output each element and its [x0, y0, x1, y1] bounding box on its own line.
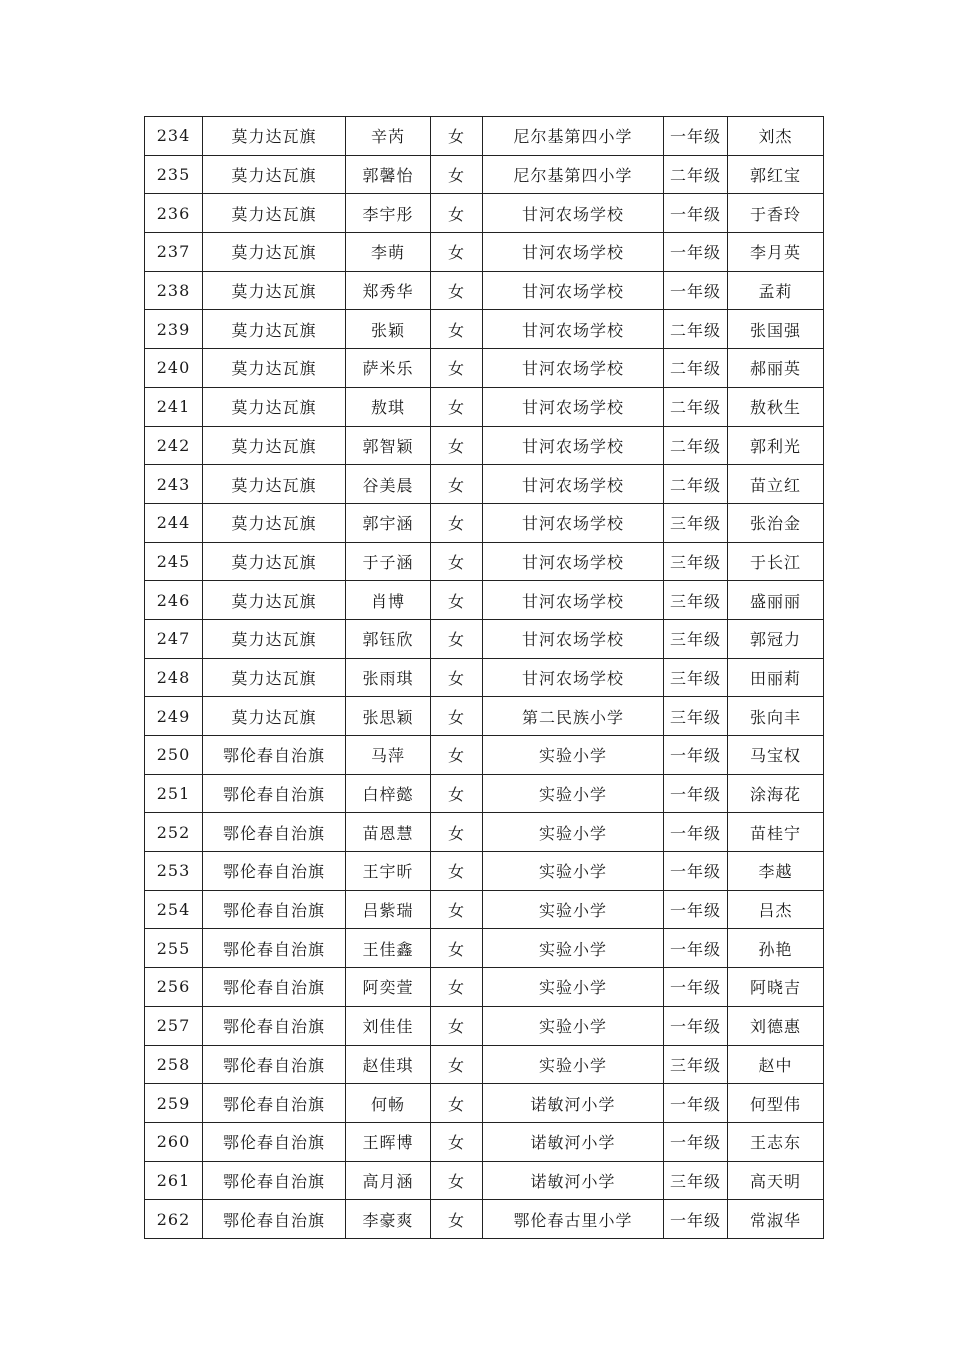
grade-cell: 一年级: [664, 852, 728, 891]
school-cell: 实验小学: [483, 1045, 664, 1084]
region-cell: 莫力达瓦旗: [203, 155, 346, 194]
table-row: [145, 233, 824, 272]
gender-cell: 女: [431, 465, 483, 504]
school-cell: 诺敏河小学: [483, 1161, 664, 1200]
teacher-cell: 孙艳: [728, 929, 824, 968]
row-number-cell: 244: [145, 503, 203, 542]
grade-cell: 一年级: [664, 1006, 728, 1045]
region-cell: 鄂伦春自治旗: [203, 929, 346, 968]
grade-cell: 一年级: [664, 890, 728, 929]
gender-cell: 女: [431, 736, 483, 775]
gender-cell: 女: [431, 310, 483, 349]
region-cell: 鄂伦春自治旗: [203, 813, 346, 852]
student-name-cell: 赵佳琪: [346, 1045, 431, 1084]
student-name-cell: 郭馨怡: [346, 155, 431, 194]
teacher-cell: 郝丽英: [728, 349, 824, 388]
school-cell: 甘河农场学校: [483, 349, 664, 388]
region-cell: 鄂伦春自治旗: [203, 968, 346, 1007]
region-cell: 鄂伦春自治旗: [203, 890, 346, 929]
student-name-cell: 高月涵: [346, 1161, 431, 1200]
grade-cell: 一年级: [664, 194, 728, 233]
row-number-cell: 260: [145, 1122, 203, 1161]
grade-cell: 三年级: [664, 1161, 728, 1200]
region-cell: 莫力达瓦旗: [203, 619, 346, 658]
grade-cell: 一年级: [664, 117, 728, 156]
gender-cell: 女: [431, 155, 483, 194]
grade-cell: 三年级: [664, 542, 728, 581]
row-number-cell: 258: [145, 1045, 203, 1084]
school-cell: 实验小学: [483, 736, 664, 775]
teacher-cell: 郭红宝: [728, 155, 824, 194]
region-cell: 鄂伦春自治旗: [203, 774, 346, 813]
grade-cell: 一年级: [664, 813, 728, 852]
student-name-cell: 张思颖: [346, 697, 431, 736]
teacher-cell: 吕杰: [728, 890, 824, 929]
grade-cell: 三年级: [664, 658, 728, 697]
row-number-cell: 257: [145, 1006, 203, 1045]
gender-cell: 女: [431, 852, 483, 891]
student-name-cell: 于子涵: [346, 542, 431, 581]
table-row: [145, 465, 824, 504]
grade-cell: 三年级: [664, 1045, 728, 1084]
row-number-cell: 243: [145, 465, 203, 504]
teacher-cell: 高天明: [728, 1161, 824, 1200]
table-row: [145, 1161, 824, 1200]
school-cell: 实验小学: [483, 813, 664, 852]
teacher-cell: 于长江: [728, 542, 824, 581]
table-row: [145, 774, 824, 813]
region-cell: 莫力达瓦旗: [203, 194, 346, 233]
gender-cell: 女: [431, 426, 483, 465]
table-row: [145, 852, 824, 891]
student-name-cell: 李萌: [346, 233, 431, 272]
student-name-cell: 郭钰欣: [346, 619, 431, 658]
table-row: [145, 813, 824, 852]
region-cell: 莫力达瓦旗: [203, 581, 346, 620]
student-name-cell: 阿奕萱: [346, 968, 431, 1007]
region-cell: 鄂伦春自治旗: [203, 736, 346, 775]
region-cell: 莫力达瓦旗: [203, 542, 346, 581]
school-cell: 实验小学: [483, 774, 664, 813]
teacher-cell: 涂海花: [728, 774, 824, 813]
row-number-cell: 240: [145, 349, 203, 388]
table-row: [145, 1006, 824, 1045]
row-number-cell: 250: [145, 736, 203, 775]
teacher-cell: 阿晓吉: [728, 968, 824, 1007]
gender-cell: 女: [431, 1200, 483, 1239]
teacher-cell: 李越: [728, 852, 824, 891]
row-number-cell: 261: [145, 1161, 203, 1200]
student-name-cell: 李宇彤: [346, 194, 431, 233]
region-cell: 莫力达瓦旗: [203, 233, 346, 272]
row-number-cell: 252: [145, 813, 203, 852]
gender-cell: 女: [431, 890, 483, 929]
teacher-cell: 李月英: [728, 233, 824, 272]
school-cell: 鄂伦春古里小学: [483, 1200, 664, 1239]
table-row: [145, 155, 824, 194]
student-name-cell: 白梓懿: [346, 774, 431, 813]
school-cell: 甘河农场学校: [483, 271, 664, 310]
grade-cell: 二年级: [664, 155, 728, 194]
student-name-cell: 王佳鑫: [346, 929, 431, 968]
row-number-cell: 241: [145, 387, 203, 426]
table-row: [145, 310, 824, 349]
student-name-cell: 吕紫瑞: [346, 890, 431, 929]
teacher-cell: 郭冠力: [728, 619, 824, 658]
school-cell: 实验小学: [483, 852, 664, 891]
student-name-cell: 王晖博: [346, 1122, 431, 1161]
grade-cell: 一年级: [664, 774, 728, 813]
gender-cell: 女: [431, 619, 483, 658]
table-row: [145, 581, 824, 620]
gender-cell: 女: [431, 1006, 483, 1045]
grade-cell: 一年级: [664, 233, 728, 272]
row-number-cell: 251: [145, 774, 203, 813]
student-name-cell: 辛芮: [346, 117, 431, 156]
region-cell: 莫力达瓦旗: [203, 271, 346, 310]
table-row: [145, 271, 824, 310]
row-number-cell: 249: [145, 697, 203, 736]
row-number-cell: 253: [145, 852, 203, 891]
region-cell: 鄂伦春自治旗: [203, 852, 346, 891]
teacher-cell: 田丽莉: [728, 658, 824, 697]
gender-cell: 女: [431, 1161, 483, 1200]
school-cell: 尼尔基第四小学: [483, 117, 664, 156]
table-row: [145, 968, 824, 1007]
gender-cell: 女: [431, 968, 483, 1007]
row-number-cell: 234: [145, 117, 203, 156]
table-row: [145, 117, 824, 156]
row-number-cell: 248: [145, 658, 203, 697]
school-cell: 诺敏河小学: [483, 1084, 664, 1123]
student-name-cell: 萨米乐: [346, 349, 431, 388]
school-cell: 第二民族小学: [483, 697, 664, 736]
grade-cell: 一年级: [664, 1122, 728, 1161]
region-cell: 莫力达瓦旗: [203, 426, 346, 465]
region-cell: 莫力达瓦旗: [203, 465, 346, 504]
grade-cell: 一年级: [664, 736, 728, 775]
grade-cell: 三年级: [664, 697, 728, 736]
row-number-cell: 246: [145, 581, 203, 620]
table-row: [145, 349, 824, 388]
gender-cell: 女: [431, 233, 483, 272]
gender-cell: 女: [431, 271, 483, 310]
student-name-cell: 张颖: [346, 310, 431, 349]
region-cell: 莫力达瓦旗: [203, 117, 346, 156]
gender-cell: 女: [431, 1045, 483, 1084]
region-cell: 鄂伦春自治旗: [203, 1084, 346, 1123]
teacher-cell: 赵中: [728, 1045, 824, 1084]
student-name-cell: 苗恩慧: [346, 813, 431, 852]
teacher-cell: 常淑华: [728, 1200, 824, 1239]
teacher-cell: 张国强: [728, 310, 824, 349]
school-cell: 诺敏河小学: [483, 1122, 664, 1161]
gender-cell: 女: [431, 581, 483, 620]
row-number-cell: 237: [145, 233, 203, 272]
school-cell: 甘河农场学校: [483, 387, 664, 426]
student-name-cell: 李豪爽: [346, 1200, 431, 1239]
gender-cell: 女: [431, 1084, 483, 1123]
region-cell: 鄂伦春自治旗: [203, 1161, 346, 1200]
row-number-cell: 259: [145, 1084, 203, 1123]
table-row: [145, 929, 824, 968]
school-cell: 甘河农场学校: [483, 310, 664, 349]
row-number-cell: 262: [145, 1200, 203, 1239]
row-number-cell: 245: [145, 542, 203, 581]
gender-cell: 女: [431, 774, 483, 813]
gender-cell: 女: [431, 387, 483, 426]
row-number-cell: 242: [145, 426, 203, 465]
region-cell: 莫力达瓦旗: [203, 503, 346, 542]
student-name-cell: 马萍: [346, 736, 431, 775]
region-cell: 鄂伦春自治旗: [203, 1122, 346, 1161]
row-number-cell: 236: [145, 194, 203, 233]
school-cell: 甘河农场学校: [483, 465, 664, 504]
grade-cell: 二年级: [664, 349, 728, 388]
student-name-cell: 郭宇涵: [346, 503, 431, 542]
grade-cell: 一年级: [664, 929, 728, 968]
school-cell: 实验小学: [483, 1006, 664, 1045]
roster-body: [145, 117, 824, 1239]
gender-cell: 女: [431, 117, 483, 156]
student-name-cell: 肖博: [346, 581, 431, 620]
table-row: [145, 1045, 824, 1084]
school-cell: 实验小学: [483, 890, 664, 929]
table-row: [145, 736, 824, 775]
table-row: [145, 426, 824, 465]
teacher-cell: 郭利光: [728, 426, 824, 465]
row-number-cell: 254: [145, 890, 203, 929]
grade-cell: 一年级: [664, 271, 728, 310]
school-cell: 甘河农场学校: [483, 426, 664, 465]
gender-cell: 女: [431, 929, 483, 968]
teacher-cell: 敖秋生: [728, 387, 824, 426]
teacher-cell: 苗桂宁: [728, 813, 824, 852]
table-row: [145, 619, 824, 658]
school-cell: 甘河农场学校: [483, 194, 664, 233]
school-cell: 尼尔基第四小学: [483, 155, 664, 194]
student-name-cell: 敖琪: [346, 387, 431, 426]
table-row: [145, 387, 824, 426]
teacher-cell: 王志东: [728, 1122, 824, 1161]
teacher-cell: 于香玲: [728, 194, 824, 233]
teacher-cell: 刘德惠: [728, 1006, 824, 1045]
table-row: [145, 658, 824, 697]
student-name-cell: 郭智颖: [346, 426, 431, 465]
teacher-cell: 刘杰: [728, 117, 824, 156]
teacher-cell: 张治金: [728, 503, 824, 542]
school-cell: 甘河农场学校: [483, 233, 664, 272]
grade-cell: 二年级: [664, 310, 728, 349]
teacher-cell: 马宝权: [728, 736, 824, 775]
grade-cell: 三年级: [664, 503, 728, 542]
school-cell: 甘河农场学校: [483, 658, 664, 697]
row-number-cell: 238: [145, 271, 203, 310]
row-number-cell: 235: [145, 155, 203, 194]
student-roster-table: [144, 116, 824, 1239]
teacher-cell: 孟莉: [728, 271, 824, 310]
school-cell: 甘河农场学校: [483, 503, 664, 542]
row-number-cell: 256: [145, 968, 203, 1007]
grade-cell: 一年级: [664, 1200, 728, 1239]
grade-cell: 一年级: [664, 1084, 728, 1123]
grade-cell: 三年级: [664, 619, 728, 658]
gender-cell: 女: [431, 194, 483, 233]
region-cell: 鄂伦春自治旗: [203, 1200, 346, 1239]
region-cell: 鄂伦春自治旗: [203, 1045, 346, 1084]
gender-cell: 女: [431, 503, 483, 542]
gender-cell: 女: [431, 349, 483, 388]
teacher-cell: 盛丽丽: [728, 581, 824, 620]
grade-cell: 二年级: [664, 426, 728, 465]
region-cell: 莫力达瓦旗: [203, 658, 346, 697]
school-cell: 实验小学: [483, 968, 664, 1007]
student-name-cell: 张雨琪: [346, 658, 431, 697]
region-cell: 鄂伦春自治旗: [203, 1006, 346, 1045]
region-cell: 莫力达瓦旗: [203, 387, 346, 426]
table-row: [145, 890, 824, 929]
grade-cell: 二年级: [664, 465, 728, 504]
grade-cell: 三年级: [664, 581, 728, 620]
teacher-cell: 何型伟: [728, 1084, 824, 1123]
gender-cell: 女: [431, 658, 483, 697]
student-name-cell: 刘佳佳: [346, 1006, 431, 1045]
gender-cell: 女: [431, 813, 483, 852]
region-cell: 莫力达瓦旗: [203, 310, 346, 349]
table-row: [145, 1084, 824, 1123]
school-cell: 实验小学: [483, 929, 664, 968]
student-name-cell: 郑秀华: [346, 271, 431, 310]
region-cell: 莫力达瓦旗: [203, 697, 346, 736]
grade-cell: 二年级: [664, 387, 728, 426]
grade-cell: 一年级: [664, 968, 728, 1007]
student-name-cell: 谷美晨: [346, 465, 431, 504]
school-cell: 甘河农场学校: [483, 542, 664, 581]
student-name-cell: 王宇昕: [346, 852, 431, 891]
school-cell: 甘河农场学校: [483, 581, 664, 620]
table-row: [145, 697, 824, 736]
teacher-cell: 张向丰: [728, 697, 824, 736]
table-row: [145, 194, 824, 233]
gender-cell: 女: [431, 542, 483, 581]
teacher-cell: 苗立红: [728, 465, 824, 504]
table-row: [145, 1122, 824, 1161]
table-row: [145, 503, 824, 542]
table-row: [145, 542, 824, 581]
gender-cell: 女: [431, 697, 483, 736]
row-number-cell: 247: [145, 619, 203, 658]
row-number-cell: 255: [145, 929, 203, 968]
table-row: [145, 1200, 824, 1239]
student-name-cell: 何畅: [346, 1084, 431, 1123]
school-cell: 甘河农场学校: [483, 619, 664, 658]
gender-cell: 女: [431, 1122, 483, 1161]
row-number-cell: 239: [145, 310, 203, 349]
region-cell: 莫力达瓦旗: [203, 349, 346, 388]
